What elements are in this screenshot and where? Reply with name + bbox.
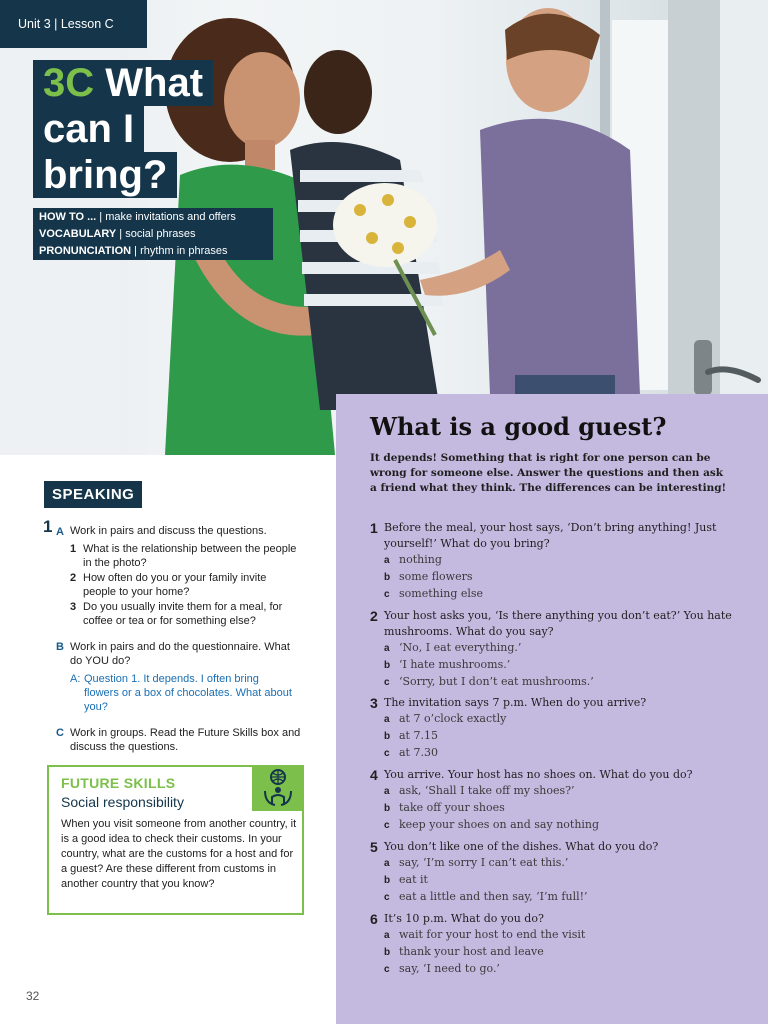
question-text: How often do you or your family invite people to your home? xyxy=(83,572,267,598)
quiz-option[interactable]: a ask, ‘Shall I take off my shoes?’ xyxy=(384,784,575,797)
quiz-option[interactable]: c eat a little and then say, ‘I’m full!’ xyxy=(384,890,588,903)
unit-lesson-tab: Unit 3 | Lesson C xyxy=(0,0,147,48)
vocabulary-row: VOCABULARY | social phrases xyxy=(33,225,273,243)
quiz-option[interactable]: b thank your host and leave xyxy=(384,945,544,958)
quiz-question-text: It’s 10 p.m. What do you do? xyxy=(384,912,544,925)
future-skills-text: When you visit someone from another country, it is a good idea to check their customs. In your country, what are the customs for a host and for a guest? Are these different from customs in another country that you know? xyxy=(61,818,297,890)
quiz-option[interactable]: b at 7.15 xyxy=(384,729,438,742)
quiz-question-number: 2 xyxy=(370,608,378,624)
quiz-option[interactable]: a say, ‘I’m sorry I can’t eat this.’ xyxy=(384,856,569,869)
quiz-option[interactable]: c say, ‘I need to go.’ xyxy=(384,962,500,975)
lesson-number: 3C xyxy=(43,61,95,105)
answer-text: Question 1. It depends. I often bring flowers or a box of chocolates. What about you? xyxy=(84,673,292,713)
quiz-option[interactable]: b ‘I hate mushrooms.’ xyxy=(384,658,511,671)
part-c-instruction: Work in groups. Read the Future Skills box and discuss the questions. xyxy=(70,727,301,753)
quiz-option[interactable]: b some flowers xyxy=(384,570,473,583)
quiz-question-text: Before the meal, your host says, ‘Don’t bring anything! Just yourself!’ What do you bring? xyxy=(384,521,717,550)
question-number: 1 xyxy=(70,543,77,555)
quiz-question xyxy=(370,695,750,762)
page-number: 32 xyxy=(26,989,40,1003)
quiz-option[interactable]: b take off your shoes xyxy=(384,801,505,814)
question-item xyxy=(70,571,300,599)
quiz-question-number: 1 xyxy=(370,520,378,536)
questionnaire-intro: It depends! Something that is right for one person can be wrong for someone else. Answer the questions and then ask a friend what they think. The differences can be interesting! xyxy=(370,452,727,494)
question-text: Do you usually invite them for a meal, for coffee or tea or for something else? xyxy=(83,601,283,627)
quiz-question-number: 6 xyxy=(370,911,378,927)
pronunciation-row: PRONUNCIATION | rhythm in phrases xyxy=(33,242,273,260)
howto-value: make invitations and offers xyxy=(105,211,236,223)
vocabulary-key: VOCABULARY xyxy=(39,228,117,240)
quiz-question xyxy=(370,608,750,691)
quiz-question-text: You arrive. Your host has no shoes on. What do you do? xyxy=(384,768,693,781)
part-b-instruction: Work in pairs and do the questionnaire. What do YOU do? xyxy=(70,641,290,667)
quiz-question-text: The invitation says 7 p.m. When do you arrive? xyxy=(384,696,647,709)
pronunciation-key: PRONUNCIATION xyxy=(39,245,132,257)
speaking-heading: SPEAKING xyxy=(44,481,142,508)
future-skills-box xyxy=(47,765,304,915)
quiz-question-number: 4 xyxy=(370,767,378,783)
quiz-option[interactable]: a nothing xyxy=(384,553,442,566)
exercise-number: 1 xyxy=(43,517,53,536)
title-word-what: What xyxy=(105,61,204,105)
quiz-option[interactable]: c ‘Sorry, but I don’t eat mushrooms.’ xyxy=(384,675,594,688)
part-a-letter: A xyxy=(56,526,64,538)
quiz-question-text: You don’t like one of the dishes. What do you do? xyxy=(384,840,659,853)
lesson-title-line2: can I xyxy=(33,106,144,152)
pronunciation-value: rhythm in phrases xyxy=(140,245,228,257)
future-skills-subtitle: Social responsibility xyxy=(61,794,184,810)
globe-person-icon xyxy=(252,765,304,811)
question-number: 2 xyxy=(70,572,77,584)
quiz-question xyxy=(370,911,750,978)
question-item xyxy=(70,600,300,628)
lesson-title-line1 xyxy=(33,60,213,106)
howto-row: HOW TO ... | make invitations and offers xyxy=(33,208,273,226)
quiz-option[interactable]: b eat it xyxy=(384,873,428,886)
question-text: What is the relationship between the people in the photo? xyxy=(83,543,297,569)
quiz-option[interactable]: a at 7 o’clock exactly xyxy=(384,712,507,725)
example-answer xyxy=(70,672,296,714)
vocabulary-value: social phrases xyxy=(125,228,196,240)
quiz-option[interactable]: c something else xyxy=(384,587,484,600)
quiz-question xyxy=(370,520,750,603)
quiz-question-text: Your host asks you, ‘Is there anything you don’t eat?’ You hate mushrooms. What do you say? xyxy=(384,609,732,638)
quiz-option[interactable]: a wait for your host to end the visit xyxy=(384,928,586,941)
part-a-instruction: Work in pairs and discuss the questions. xyxy=(70,525,267,537)
quiz-question-number: 5 xyxy=(370,839,378,855)
quiz-option[interactable]: c keep your shoes on and say nothing xyxy=(384,818,600,831)
questionnaire-panel xyxy=(336,394,768,1024)
howto-key: HOW TO ... xyxy=(39,211,97,223)
lesson-title-line3: bring? xyxy=(33,152,177,198)
future-skills-title: FUTURE SKILLS xyxy=(61,775,176,791)
questionnaire-title: What is a good guest? xyxy=(370,412,667,441)
answer-label: A: xyxy=(70,673,81,685)
quiz-question xyxy=(370,767,750,834)
question-number: 3 xyxy=(70,601,77,613)
quiz-question-number: 3 xyxy=(370,695,378,711)
header-photo xyxy=(0,0,768,455)
part-c-letter: C xyxy=(56,727,64,739)
quiz-question xyxy=(370,839,750,906)
quiz-option[interactable]: a ‘No, I eat everything.’ xyxy=(384,641,522,654)
question-item xyxy=(70,542,300,570)
quiz-option[interactable]: c at 7.30 xyxy=(384,746,438,759)
part-b-letter: B xyxy=(56,641,64,653)
